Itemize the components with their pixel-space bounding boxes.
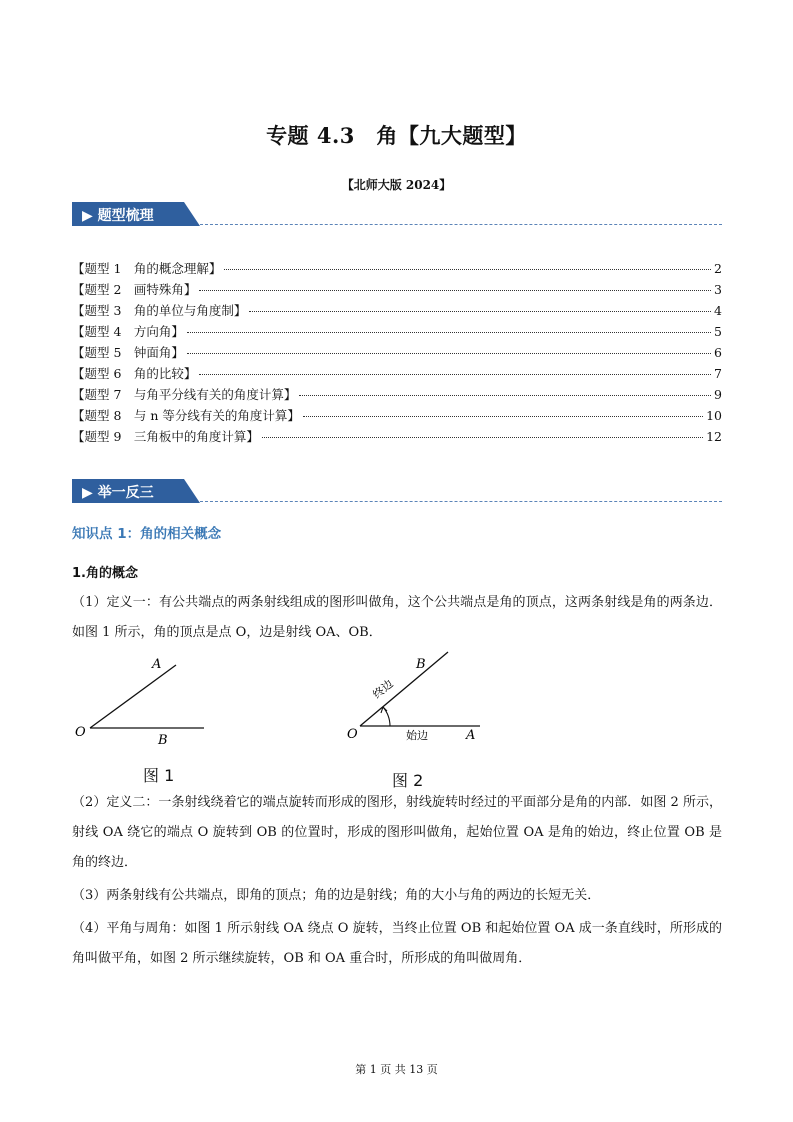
figure-1-caption: 图 1 [143,766,175,785]
initial-side-label: 始边 [406,729,428,742]
toc-leader [224,269,711,270]
toc-label: 【题型 1 角的概念理解】 [72,261,222,276]
toc-leader [299,395,711,396]
knowledge-point-title: 知识点 1：角的相关概念 [72,526,222,542]
banner-divider [200,501,722,502]
toc-leader [303,416,703,417]
toc-leader [187,353,711,354]
banner-divider [200,224,722,225]
point-label-b: B [416,657,426,672]
toc-label: 【题型 3 角的单位与角度制】 [72,303,247,318]
toc-page: 12 [706,429,722,444]
toc-label: 【题型 8 与 n 等分线有关的角度计算】 [72,408,300,423]
toc-leader [187,332,711,333]
banner-toc-label: ▶ 题型梳理 [82,208,154,224]
toc-page: 4 [714,303,722,318]
toc-entry[interactable] [72,427,722,448]
point-label-o: O [347,727,358,742]
toc-entry[interactable] [72,343,722,364]
section-heading: 1.角的概念 [72,566,138,581]
toc-label: 【题型 6 角的比较】 [72,366,197,381]
point-label-b: B [158,733,168,747]
toc-page: 3 [714,282,722,297]
point-label-o: O [75,725,86,740]
toc-page: 7 [714,366,722,381]
banner-examples [72,479,722,503]
figure-2-diagram [340,646,490,746]
figure-2-caption: 图 2 [392,771,424,790]
toc-entry[interactable] [72,280,722,301]
edition-label: 【北师大版 2024】 [341,178,452,192]
page-footer: 第 1 页 共 13 页 [355,1063,438,1076]
toc-entry[interactable] [72,406,722,427]
toc-page: 5 [714,324,722,339]
paragraph-definition-2: （2）定义二：一条射线绕着它的端点旋转而形成的图形，射线旋转时经过的平面部分是角的内部．如图 2 所示，射线 OA 绕它的端点 O 旋转到 OB 的位置时，形成的图形叫做角，起始位置 OA 是角的始边，终止位置 OB 是角的终边． [72,795,722,870]
page-title: 专题 4.3 角【九大题型】 [266,123,527,148]
toc-label: 【题型 9 三角板中的角度计算】 [72,429,259,444]
toc-leader [249,311,711,312]
toc-entry[interactable] [72,259,722,280]
toc-leader [262,437,703,438]
toc-leader [199,374,711,375]
toc-entry[interactable] [72,301,722,322]
toc-label: 【题型 5 钟面角】 [72,345,184,360]
toc-page: 10 [706,408,722,423]
toc-entry[interactable] [72,385,722,406]
toc-label: 【题型 4 方向角】 [72,324,184,339]
banner-examples-label: ▶ 举一反三 [82,485,154,501]
table-of-contents [72,259,722,448]
toc-page: 6 [714,345,722,360]
ray-oa [90,665,176,728]
toc-leader [199,290,711,291]
toc-entry[interactable] [72,364,722,385]
figure-1-diagram [72,652,212,747]
point-label-a: A [466,728,476,743]
toc-page: 9 [714,387,722,402]
toc-label: 【题型 2 画特殊角】 [72,282,197,297]
toc-page: 2 [714,261,722,276]
paragraph-properties: （3）两条射线有公共端点，即角的顶点；角的边是射线；角的大小与角的两边的长短无关． [72,888,601,903]
banner-toc [72,202,722,226]
toc-label: 【题型 7 与角平分线有关的角度计算】 [72,387,297,402]
point-label-a: A [152,657,162,672]
toc-entry[interactable] [72,322,722,343]
paragraph-definition-1: （1）定义一：有公共端点的两条射线组成的图形叫做角，这个公共端点是角的顶点，这两条射线是角的两条边．如图 1 所示，角的顶点是点 O，边是射线 OA、OB． [72,595,722,640]
paragraph-straight-full-angle: （4）平角与周角：如图 1 所示射线 OA 绕点 O 旋转，当终止位置 OB 和起始位置 OA 成一条直线时，所形成的角叫做平角，如图 2 所示继续旋转，OB 和 OA 重合时，所形成的角叫做周角． [72,921,722,966]
terminal-side-label: 终边 [370,677,396,702]
